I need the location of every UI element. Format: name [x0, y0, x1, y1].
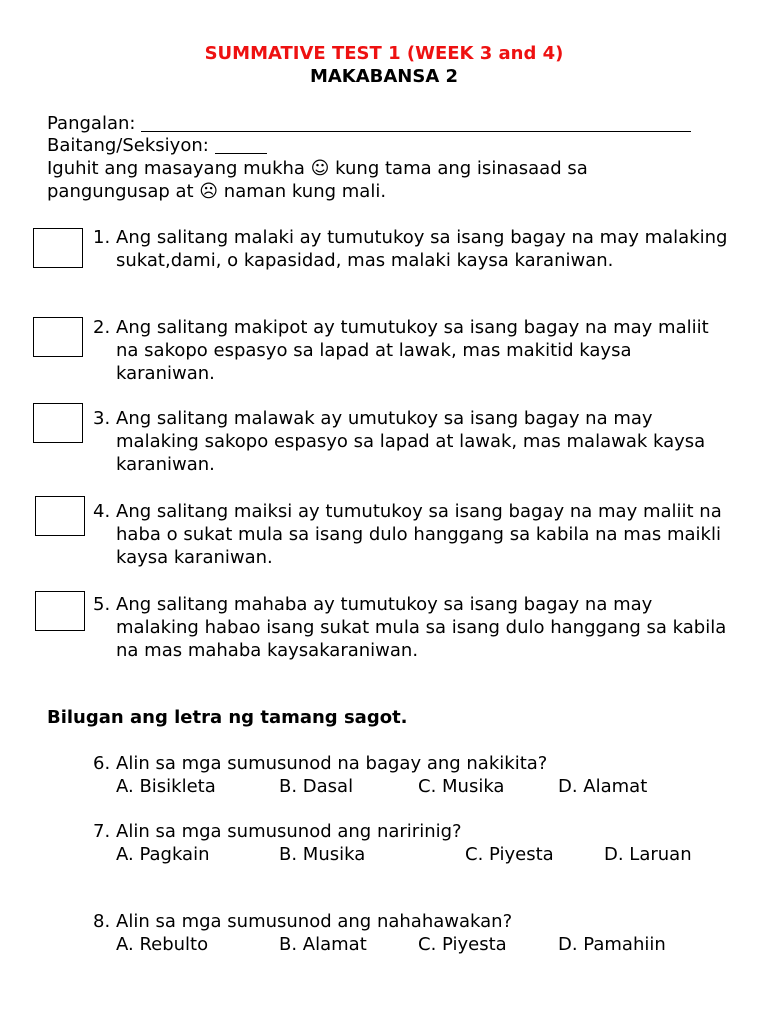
mc-heading: Bilugan ang letra ng tamang sagot.: [47, 707, 408, 728]
option-a[interactable]: A. Pagkain: [116, 844, 210, 865]
section-label: Baitang/Seksiyon:: [47, 135, 209, 156]
subject-title: MAKABANSA 2: [309, 66, 459, 87]
statement-number: 3.: [93, 408, 111, 429]
answer-box-4[interactable]: [35, 496, 85, 536]
statement-text: Ang salitang malawak ay umutukoy sa isang bagay na may malaking sakopo espasyo sa lapad at lawak, mas malawak kaysa karaniwan.: [116, 408, 706, 475]
question-number: 8.: [93, 911, 111, 932]
question-6: [93, 752, 648, 798]
option-b[interactable]: B. Musika: [279, 844, 366, 865]
statement-number: 4.: [93, 501, 111, 522]
question-number: 7.: [93, 821, 111, 842]
question-7: [93, 820, 692, 866]
answer-box-2[interactable]: [33, 317, 83, 357]
statement-number: 1.: [93, 227, 111, 248]
statement-number: 2.: [93, 317, 111, 338]
name-blank[interactable]: [141, 113, 691, 132]
statement-text: Ang salitang mahaba ay tumutukoy sa isang bagay na may malaking habao isang sukat mula sa isang dulo hanggang sa kabila na mas mahaba kaysakaraniwan.: [116, 594, 727, 661]
option-c[interactable]: C. Piyesta: [418, 934, 507, 955]
option-d[interactable]: D. Laruan: [604, 844, 692, 865]
option-c[interactable]: C. Piyesta: [465, 844, 554, 865]
section-field: [47, 135, 267, 157]
statement-2: [93, 316, 733, 385]
statement-4: [93, 500, 733, 569]
statement-5: [93, 593, 733, 662]
options-row: [93, 775, 648, 798]
statement-text: Ang salitang makipot ay tumutukoy sa isang bagay na may maliit na sakopo espasyo sa lapad at lawak, mas makitid kaysa karaniwan.: [116, 317, 709, 384]
statement-number: 5.: [93, 594, 111, 615]
name-field: [47, 113, 691, 135]
option-d[interactable]: D. Alamat: [558, 776, 648, 797]
question-text: Alin sa mga sumusunod ang nahahawakan?: [116, 911, 513, 932]
answer-box-3[interactable]: [33, 403, 83, 443]
statement-text: Ang salitang maiksi ay tumutukoy sa isang bagay na may maliit na haba o sukat mula sa isang dulo hanggang sa kabila na mas maikli kaysa karaniwan.: [116, 501, 722, 568]
options-row: [93, 933, 666, 956]
option-c[interactable]: C. Musika: [418, 776, 505, 797]
answer-box-1[interactable]: [33, 228, 83, 268]
option-a[interactable]: A. Bisikleta: [116, 776, 216, 797]
test-title: SUMMATIVE TEST 1 (WEEK 3 and 4): [204, 43, 564, 64]
question-number: 6.: [93, 753, 111, 774]
question-text: Alin sa mga sumusunod ang naririnig?: [116, 821, 462, 842]
option-d[interactable]: D. Pamahiin: [558, 934, 666, 955]
section-blank[interactable]: [215, 135, 267, 154]
question-8: [93, 910, 666, 956]
option-b[interactable]: B. Alamat: [279, 934, 367, 955]
options-row: [93, 843, 692, 866]
option-b[interactable]: B. Dasal: [279, 776, 354, 797]
question-text: Alin sa mga sumusunod na bagay ang nakikita?: [116, 753, 548, 774]
option-a[interactable]: A. Rebulto: [116, 934, 209, 955]
statement-1: [93, 226, 733, 272]
answer-box-5[interactable]: [35, 591, 85, 631]
instructions: Iguhit ang masayang mukha ☺ kung tama ang isinasaad sa pangungusap at ☹ naman kung mali.: [47, 158, 588, 202]
name-label: Pangalan:: [47, 113, 136, 134]
statement-3: [93, 407, 733, 476]
statement-text: Ang salitang malaki ay tumutukoy sa isang bagay na may malaking sukat,dami, o kapasidad, mas malaki kaysa karaniwan.: [116, 227, 728, 271]
